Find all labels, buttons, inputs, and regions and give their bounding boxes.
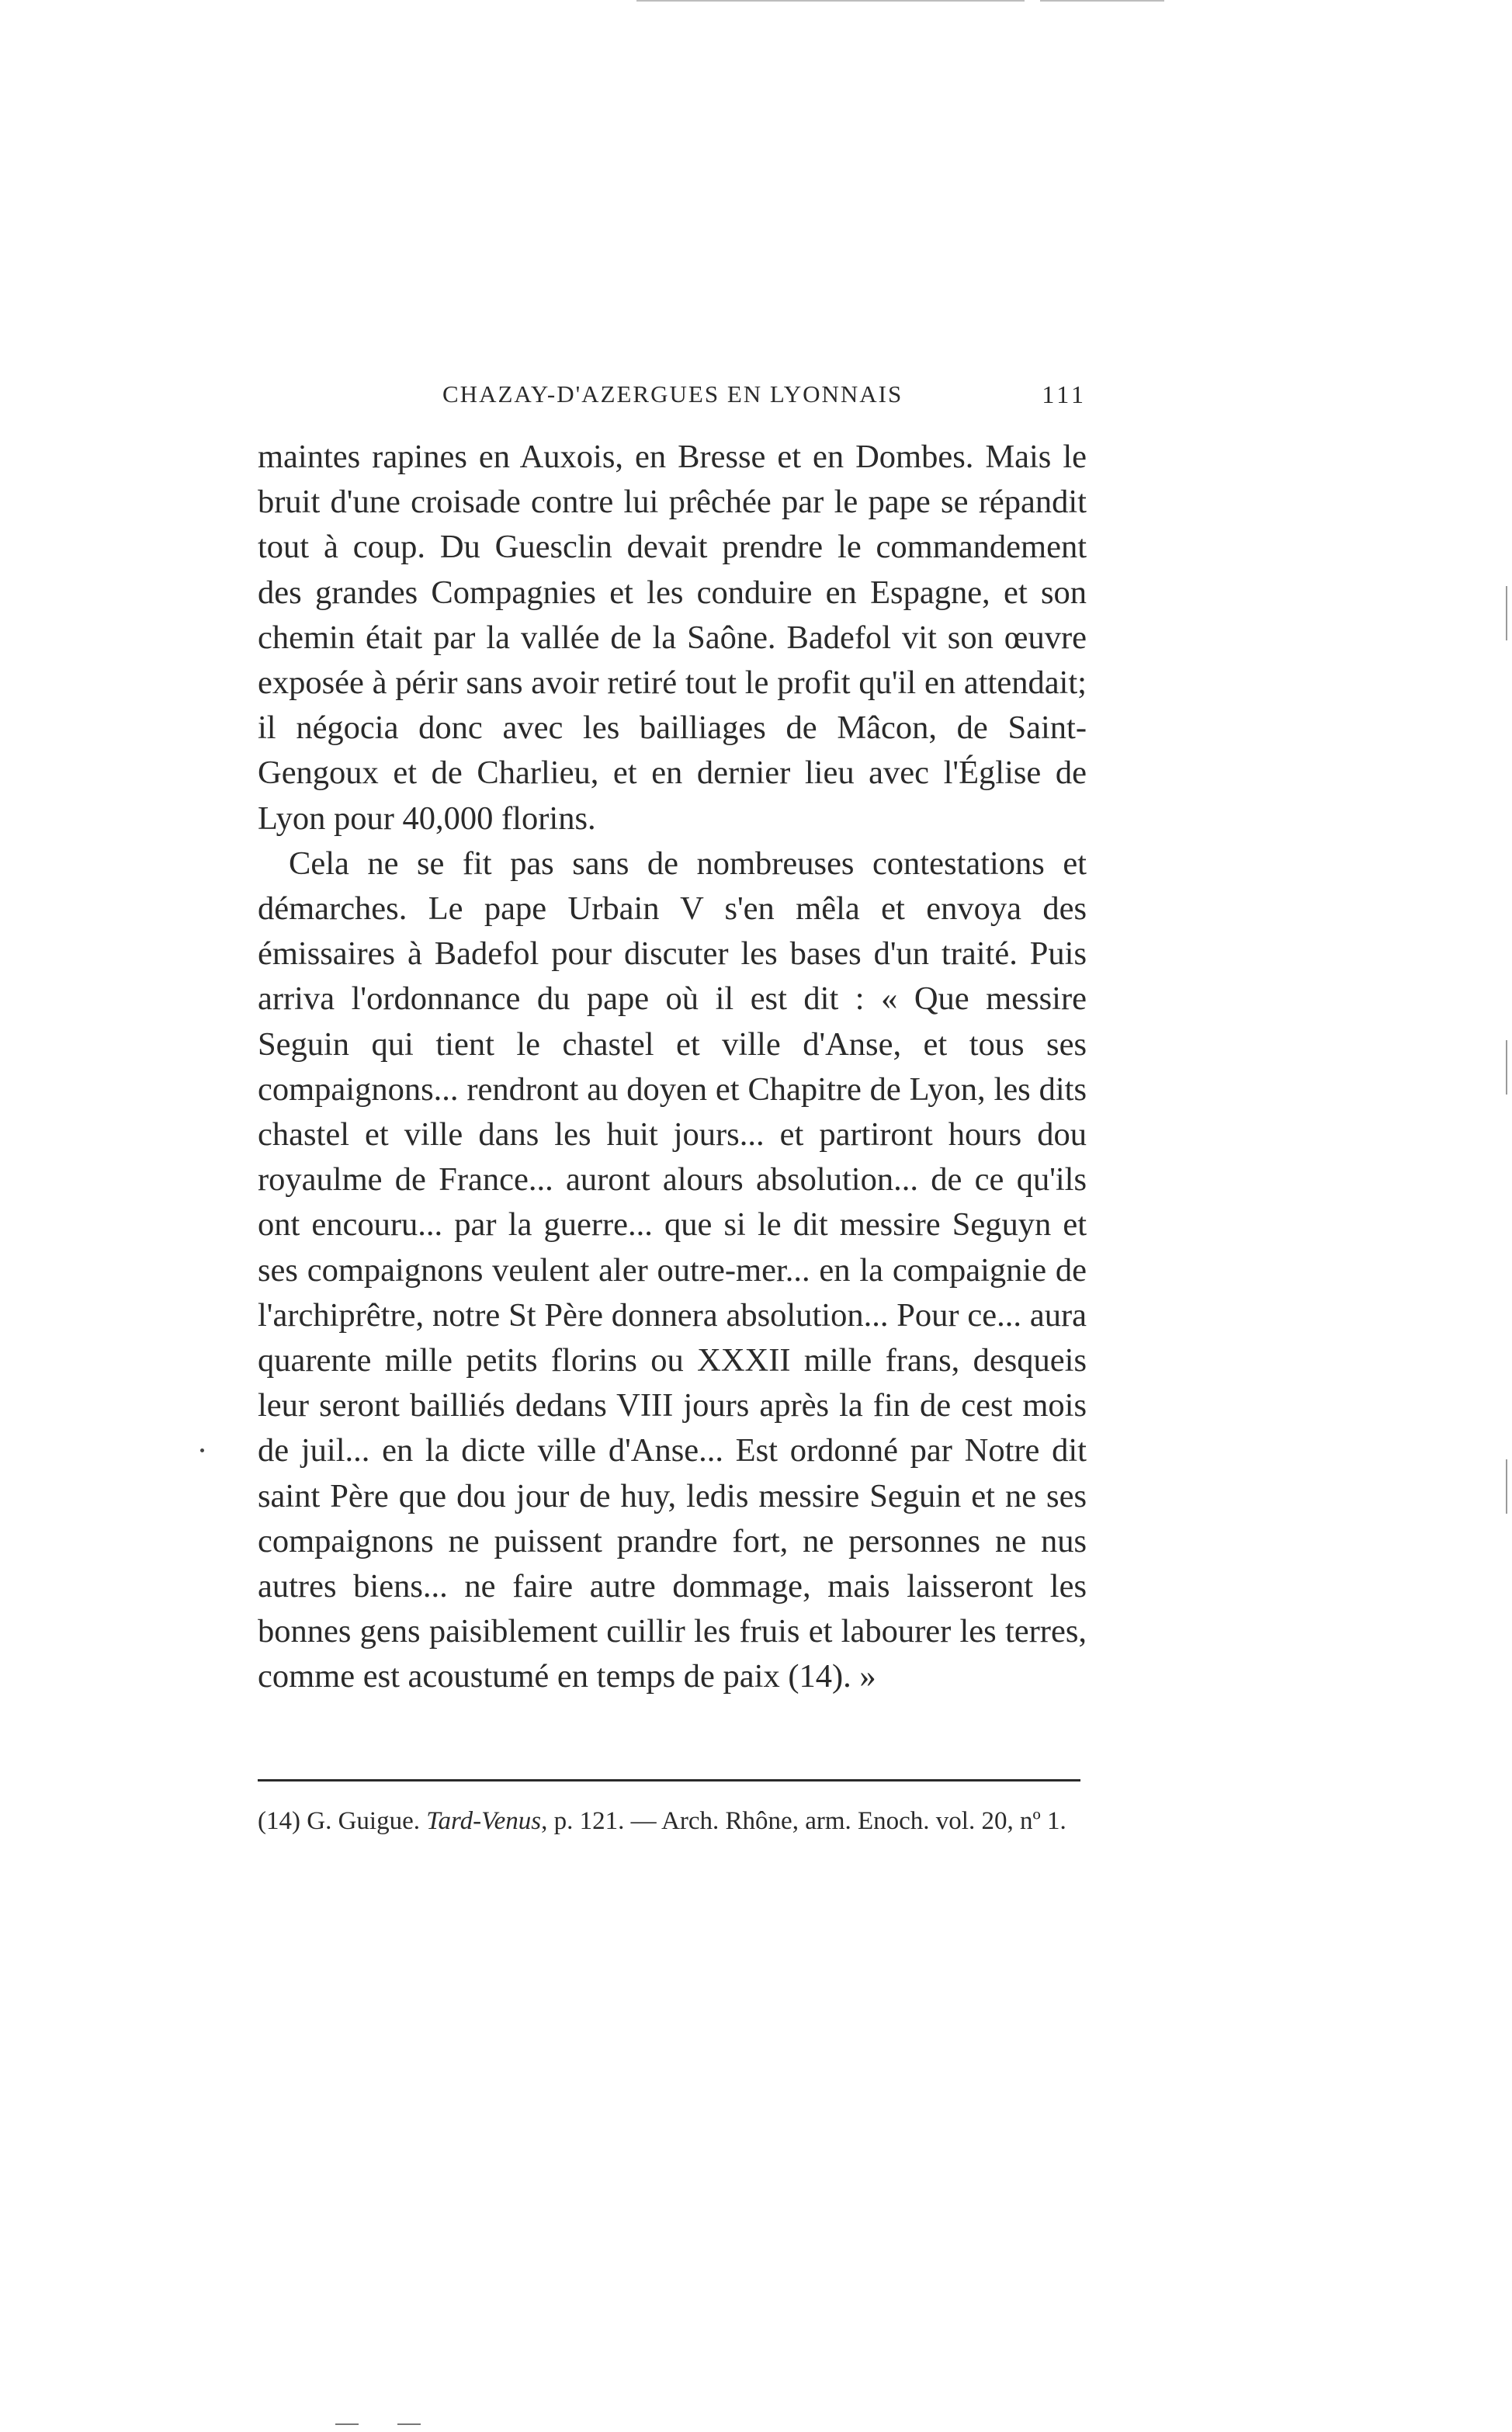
stray-dot: [200, 1448, 204, 1452]
page-number: 111: [1042, 380, 1087, 408]
footnote-separator: [258, 1779, 1080, 1782]
paragraph: maintes rapines en Auxois, en Bresse et en Dombes. Mais le bruit d'une croisade contre lui prêchée par le pape se répandit tout à coup. Du Guesclin devait prendre le commandement des grandes Compagnies et les conduire en Espagne, et son chemin était par la vallée de la Saône. Badefol vit son œuvre exposée à périr sans avoir retiré tout le profit qu'il en attendait; il négocia donc avec les bailliages de Mâcon, de Saint-Gengoux et de Charlieu, et en dernier lieu avec l'Église de Lyon pour 40,000 florins.: [258, 439, 1087, 837]
margin-scan-mark: [1506, 586, 1507, 640]
footnote: [258, 1801, 1087, 1841]
main-text: [258, 435, 1087, 1700]
scan-edge-line: [397, 2423, 421, 2425]
running-title: CHAZAY-D'AZERGUES EN LYONNAIS: [442, 380, 903, 408]
scan-edge-line: [1040, 0, 1164, 2]
scan-edge-line: [335, 2423, 359, 2425]
footnote-marker: (14): [258, 1807, 300, 1835]
margin-scan-mark: [1506, 1459, 1507, 1514]
footnote-title: Tard-Venus: [426, 1807, 542, 1835]
footnote-author: G. Guigue.: [307, 1807, 420, 1835]
scan-edge-line: [636, 0, 1025, 2]
paragraph: Cela ne se fit pas sans de nombreuses contestations et démarches. Le pape Urbain V s'en mêla et envoya des émissaires à Badefol pour discuter les bases d'un traité. Puis arriva l'ordonnance du pape où il est dit : « Que messire Seguin qui tient le chastel et ville d'Anse, et tous ses compaignons... rendront au doyen et Chapitre de Lyon, les dits chastel et ville dans les huit jours... et partiront hours dou royaulme de France... auront alours absolution... de ce qu'ils ont encouru... par la guerre... que si le dit messire Seguyn et ses compaignons veulent aler outre-mer... en la compaignie de l'archiprêtre, notre St Père donnera absolution... Pour ce... aura quarente mille petits florins ou XXXII mille frans, desqueis leur seront bailliés dedans VIII jours après la fin de cest mois de juil... en la dicte ville d'Anse... Est ordonné par Notre dit saint Père que dou jour de huy, ledis messire Seguin et ne ses compaignons ne puissent prandre fort, ne personnes ne nus autres biens... ne faire autre dommage, mais laisseront les bonnes gens paisiblement cuillir les fruis et labourer les terres, comme est acoustumé en temps de paix (14). »: [258, 845, 1087, 1695]
margin-scan-mark: [1506, 1040, 1507, 1095]
footnote-citation: , p. 121. — Arch. Rhône, arm. Enoch. vol. 20, nº 1.: [541, 1807, 1066, 1835]
page-header: [256, 371, 1087, 418]
